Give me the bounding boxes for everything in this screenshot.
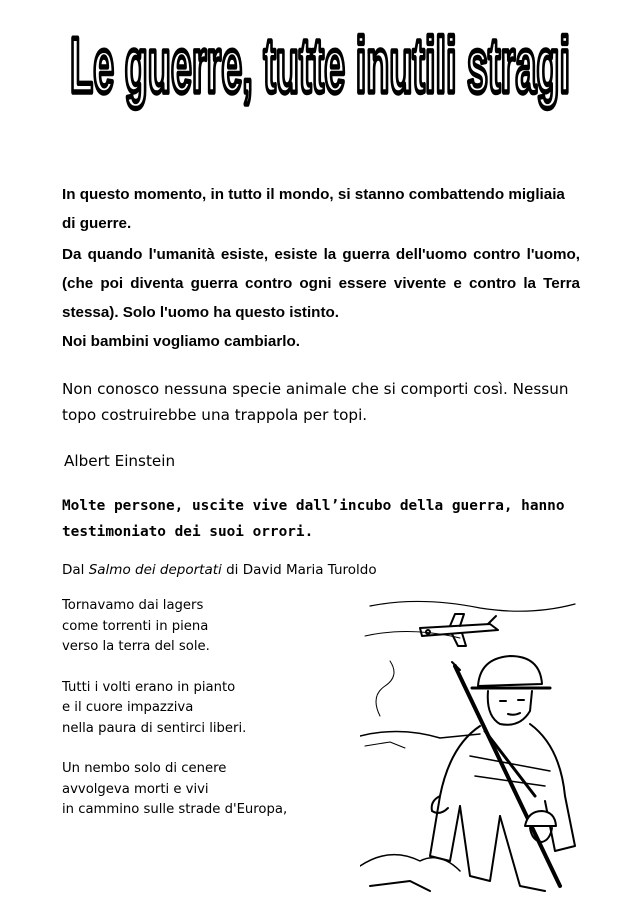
source-work-title: Salmo dei deportati (88, 562, 222, 578)
soldier-illustration (360, 596, 585, 896)
poem-stanza (62, 759, 362, 821)
airplane-drawing (420, 614, 498, 646)
poem (62, 596, 362, 841)
poem-stanza (62, 596, 362, 658)
einstein-quote: Non conosco nessuna specie animale che si comporti così. Nessun topo costruirebbe una trappola per topi. (62, 380, 569, 424)
intro-paragraph-1: In questo momento, in tutto il mondo, si stanno combattendo migliaia di guerre. (62, 186, 565, 232)
poem-line: Tutti i volti erano in pianto (62, 679, 236, 695)
title-art (60, 18, 580, 138)
poem-line: Tornavamo dai lagers (62, 598, 204, 613)
poem-line: in cammino sulle strade d'Europa, (62, 802, 288, 817)
poem-line: avvolgeva morti e vivi (62, 781, 209, 797)
source-prefix: Dal (62, 562, 85, 578)
poem-line: come torrenti in piena (62, 618, 209, 634)
poem-stanza (62, 678, 362, 740)
testimony-paragraph: Molte persone, uscite vive dall’incubo della guerra, hanno testimoniato dei suoi orrori. (62, 498, 565, 540)
source-author: di David Maria Turoldo (226, 562, 377, 578)
poem-source (62, 562, 377, 578)
poem-line: Un nembo solo di cenere (62, 761, 227, 776)
poem-line: nella paura di sentirci liberi. (62, 720, 247, 736)
poem-line: verso la terra del sole. (62, 639, 210, 654)
intro-section (62, 180, 580, 356)
intro-paragraph-3: Noi bambini vogliamo cambiarlo. (62, 333, 300, 350)
poem-line: e il cuore impazziva (62, 700, 194, 715)
quote-author: Albert Einstein (64, 452, 176, 470)
intro-paragraph-2: Da quando l'umanità esiste, esiste la guerra dell'uomo contro l'uomo, (che poi diventa guerra contro ogni essere vivente e contro la Terra stessa). Solo l'uomo ha questo istinto. (62, 246, 580, 321)
title-text: Le guerre, tutte inutili stragi (69, 21, 570, 110)
page-title (60, 18, 580, 138)
soldier-drawing (430, 656, 575, 891)
